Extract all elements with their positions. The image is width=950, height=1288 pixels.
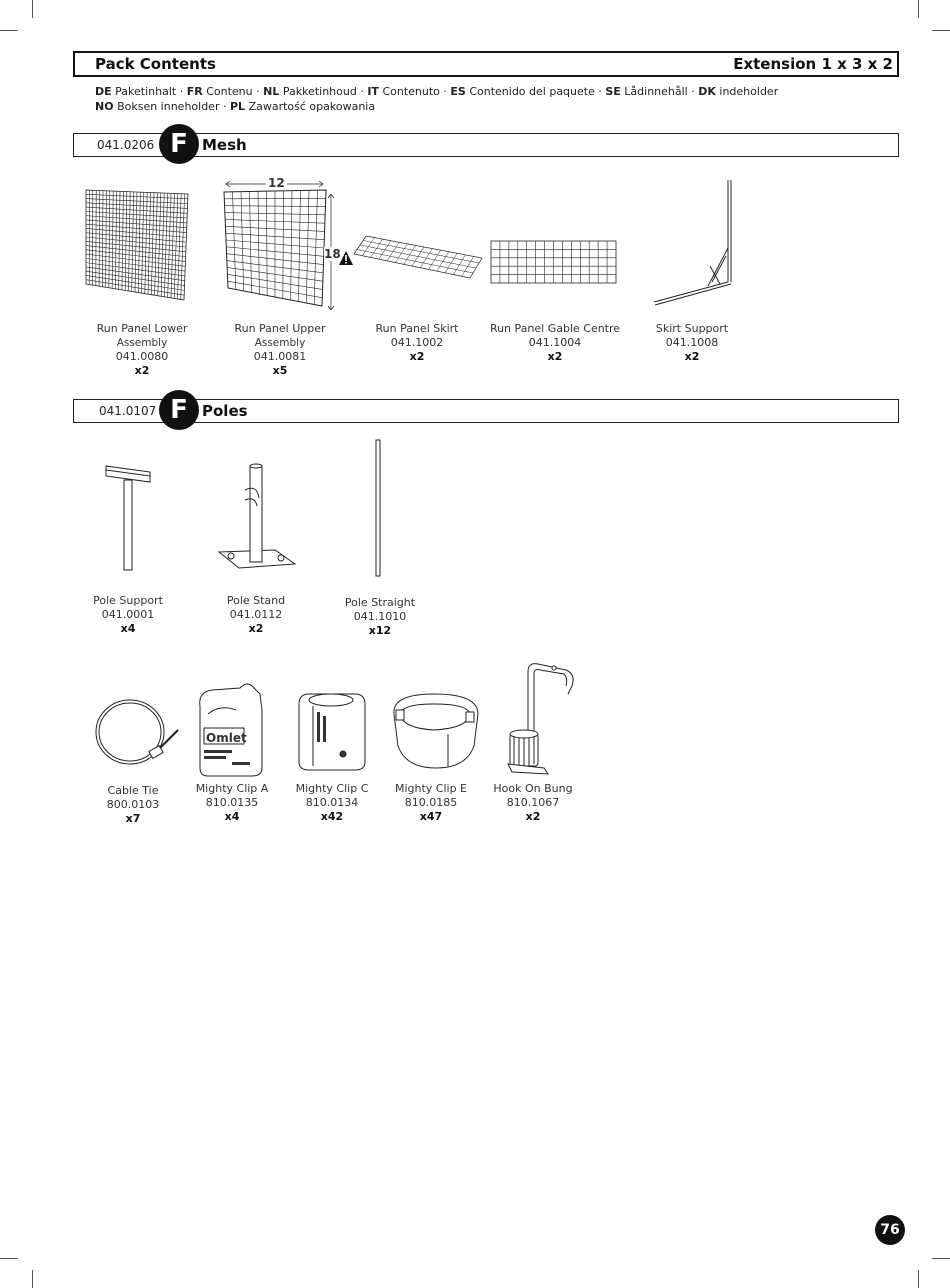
lang-code: DK	[698, 85, 716, 98]
item-name: Mighty Clip C	[295, 782, 369, 795]
header-product: Extension 1 x 3 x 2	[733, 55, 893, 73]
item-name: Cable Tie	[107, 784, 159, 797]
lang-code: FR	[186, 85, 203, 98]
item-quantity: x2	[248, 622, 264, 635]
lang-text: Boksen inneholder	[117, 100, 220, 113]
lang-separator: ·	[439, 85, 451, 98]
lang-code: PL	[229, 100, 246, 113]
poles-section-header	[73, 395, 899, 425]
item-name: Hook On Bung	[493, 782, 573, 795]
item-name: Mighty Clip A	[195, 782, 269, 795]
item-subtitle: Assembly	[116, 337, 168, 349]
mesh-item-run-panel-skirt	[357, 322, 477, 364]
item-quantity: x2	[409, 350, 425, 363]
lang-text: Paketinhalt	[115, 85, 177, 98]
crop-mark	[932, 30, 950, 31]
pole-item-pole-stand	[196, 594, 316, 636]
item-name: Run Panel Lower	[96, 322, 188, 335]
item-code: 800.0103	[106, 798, 160, 811]
page-number: 76	[875, 1215, 905, 1245]
item-quantity: x42	[320, 810, 344, 823]
crop-mark	[0, 30, 18, 31]
pole-straight-illustration	[372, 438, 386, 578]
mesh-section-header	[73, 129, 899, 159]
lang-text: Lådinnehåll	[624, 85, 688, 98]
language-line-1	[95, 84, 815, 99]
crop-mark	[918, 0, 919, 18]
run-panel-upper-illustration	[218, 178, 358, 313]
lang-code: NL	[263, 85, 280, 98]
mighty-clip-e-illustration	[386, 686, 486, 772]
item-quantity: x2	[134, 364, 150, 377]
item-code: 041.1004	[528, 336, 582, 349]
cable-tie-illustration	[92, 696, 184, 776]
skirt-support-illustration	[648, 178, 738, 308]
lang-separator: ·	[252, 85, 264, 98]
section-badge: F	[159, 124, 199, 164]
item-code: 041.0001	[101, 608, 155, 621]
pole-stand-illustration	[215, 460, 299, 580]
item-code: 041.0112	[229, 608, 283, 621]
crop-mark	[32, 0, 33, 18]
crop-mark	[932, 1258, 950, 1259]
lang-text: Contenuto	[382, 85, 440, 98]
clip-item-hook-on-bung	[473, 782, 593, 824]
mesh-item-run-panel-gable-centre	[480, 322, 630, 364]
item-subtitle: Assembly	[254, 337, 306, 349]
item-quantity: x2	[684, 350, 700, 363]
svg-text:Omlet: Omlet	[206, 731, 247, 745]
item-quantity: x2	[525, 810, 541, 823]
item-code: 810.0185	[404, 796, 458, 809]
header-title: Pack Contents	[95, 55, 216, 73]
section-code: 041.0107	[99, 404, 157, 418]
crop-mark	[32, 1270, 33, 1288]
item-quantity: x12	[368, 624, 392, 637]
lang-text: Pakketinhoud	[282, 85, 357, 98]
lang-separator: ·	[219, 100, 230, 113]
crop-mark	[918, 1270, 919, 1288]
dimension-width-label: 12	[268, 176, 285, 190]
pack-contents-header	[73, 51, 899, 77]
lang-separator: ·	[356, 85, 368, 98]
item-name: Pole Straight	[344, 596, 416, 609]
mesh-item-skirt-support	[632, 322, 752, 364]
item-name: Pole Stand	[226, 594, 286, 607]
hook-on-bung-illustration	[504, 660, 580, 776]
run-panel-lower-illustration	[84, 188, 194, 303]
item-code: 041.1002	[390, 336, 444, 349]
item-code: 041.0080	[115, 350, 169, 363]
mesh-item-run-panel-upper	[220, 322, 340, 378]
item-name: Mighty Clip E	[394, 782, 468, 795]
pole-item-pole-support	[68, 594, 188, 636]
lang-text: Zawartość opakowania	[248, 100, 376, 113]
language-translations	[95, 84, 815, 114]
item-name: Run Panel Skirt	[375, 322, 459, 335]
run-panel-skirt-illustration	[352, 234, 484, 280]
item-quantity: x4	[120, 622, 136, 635]
section-code: 041.0206	[97, 138, 155, 152]
crop-mark	[0, 1258, 18, 1259]
lang-text: indeholder	[719, 85, 779, 98]
lang-separator: ·	[687, 85, 699, 98]
lang-code: SE	[605, 85, 621, 98]
item-quantity: x47	[419, 810, 443, 823]
lang-code: NO	[95, 100, 114, 113]
lang-code: ES	[450, 85, 466, 98]
lang-text: Contenu	[206, 85, 253, 98]
lang-separator: ·	[594, 85, 606, 98]
dimension-height-label: 18	[324, 247, 341, 261]
section-title: Mesh	[202, 136, 247, 154]
pole-support-illustration	[100, 462, 160, 574]
item-quantity: x7	[125, 812, 141, 825]
item-code: 041.0081	[253, 350, 307, 363]
item-name: Run Panel Gable Centre	[489, 322, 621, 335]
language-line-2	[95, 99, 815, 114]
mesh-item-run-panel-lower	[82, 322, 202, 378]
item-name: Skirt Support	[655, 322, 729, 335]
run-panel-gable-centre-illustration	[490, 240, 618, 286]
lang-code: IT	[367, 85, 379, 98]
item-name: Run Panel Upper	[234, 322, 326, 335]
item-code: 041.1008	[665, 336, 719, 349]
item-code: 041.1010	[353, 610, 407, 623]
item-code: 810.0135	[205, 796, 259, 809]
lang-text: Contenido del paquete	[469, 85, 595, 98]
item-quantity: x5	[272, 364, 288, 377]
item-code: 810.0134	[305, 796, 359, 809]
section-badge: F	[159, 390, 199, 430]
lang-code: DE	[95, 85, 112, 98]
section-title: Poles	[202, 402, 248, 420]
item-name: Pole Support	[93, 594, 163, 607]
lang-separator: ·	[176, 85, 187, 98]
mighty-clip-c-illustration	[295, 690, 371, 772]
item-quantity: x4	[224, 810, 240, 823]
pole-item-pole-straight	[320, 596, 440, 638]
item-code: 810.1067	[506, 796, 560, 809]
mighty-clip-a-illustration	[190, 680, 274, 780]
item-quantity: x2	[547, 350, 563, 363]
